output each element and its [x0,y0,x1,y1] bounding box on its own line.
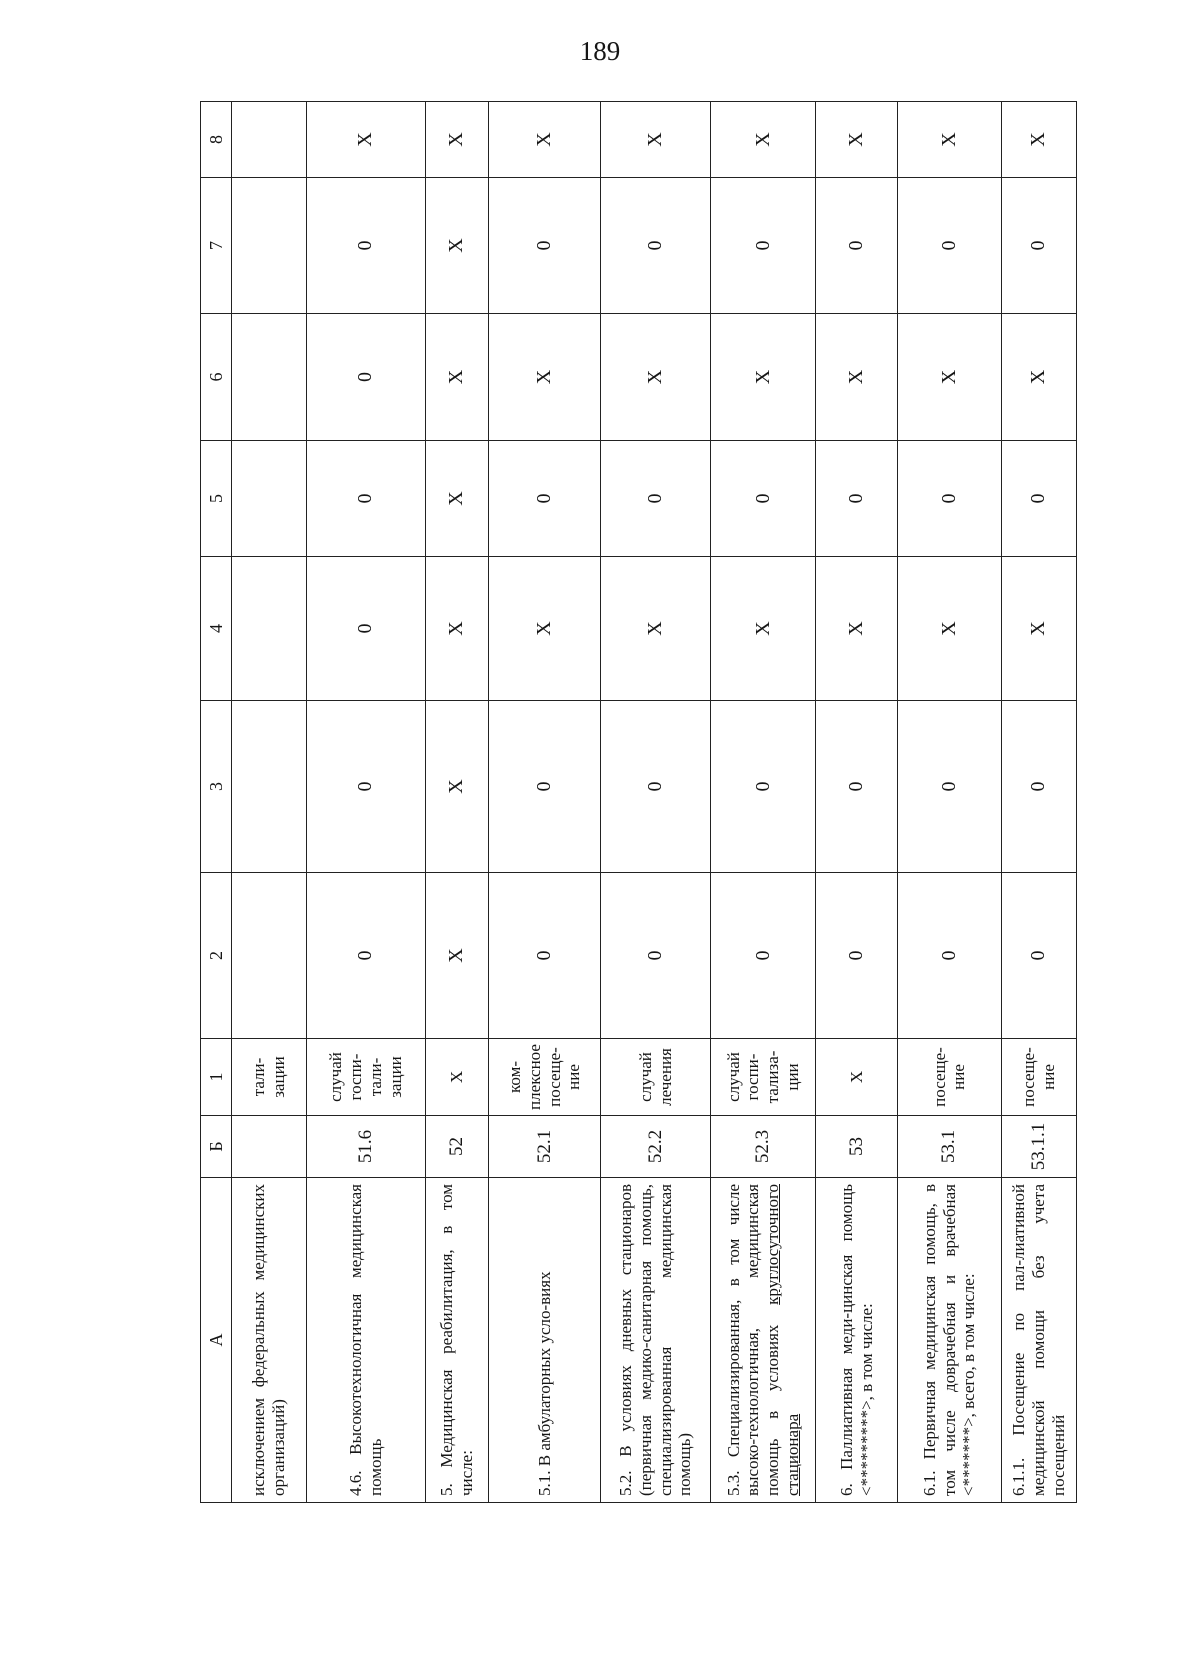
row-description [711,1178,816,1503]
value-cell: X [711,102,816,178]
value-cell: 0 [306,873,425,1039]
value-cell: 0 [489,441,601,557]
column-header: 4 [201,557,232,701]
value-cell: 0 [1001,178,1076,314]
value-cell: X [489,557,601,701]
value-cell: X [711,314,816,441]
value-cell [232,102,307,178]
value-cell: X [816,557,898,701]
row-description [306,1178,425,1503]
value-cell: X [816,314,898,441]
row-description [1001,1178,1076,1503]
value-cell: 0 [897,873,1001,1039]
value-cell: X [425,701,488,873]
value-cell [232,873,307,1039]
column-header: 8 [201,102,232,178]
row-unit: посеще- ние [897,1039,1001,1116]
value-cell: 0 [306,314,425,441]
value-cell: X [425,441,488,557]
row-unit: X [816,1039,898,1116]
row-code: 51.6 [306,1116,425,1178]
column-header: 1 [201,1039,232,1116]
value-cell: 0 [816,178,898,314]
value-cell: 0 [711,441,816,557]
row-unit: X [425,1039,488,1116]
value-cell: 0 [897,178,1001,314]
table-row [232,102,307,1503]
row-description-text: исключением федеральных медицинских организаций) [249,1184,288,1496]
table-row [711,102,816,1503]
table-row [489,102,601,1503]
value-cell [232,178,307,314]
value-cell: X [425,102,488,178]
row-unit: посеще- ние [1001,1039,1076,1116]
value-cell: 0 [1001,873,1076,1039]
value-cell: X [425,873,488,1039]
value-cell: X [1001,314,1076,441]
row-description-text: 5. Медицинская реабилитация, в том числе: [437,1184,476,1496]
row-description [816,1178,898,1503]
value-cell: 0 [306,701,425,873]
value-cell: X [425,314,488,441]
value-cell: X [425,557,488,701]
value-cell: 0 [816,441,898,557]
row-unit: тали- зации [232,1039,307,1116]
value-cell: 0 [711,873,816,1039]
row-code: 52.1 [489,1116,601,1178]
row-code [232,1116,307,1178]
row-description-text: 6.1. Первичная медицинская помощь, в том числе доврачебная и врачебная <*******>, всего, в том числе: [919,1184,979,1496]
row-description-text: 4.6. Высокотехнологичная медицинская помощь [346,1184,385,1496]
value-cell: X [1001,557,1076,701]
value-cell: 0 [897,701,1001,873]
row-description-text: 5.3. Специализированная, в том числе высоко-технологичная, медицинская помощь в условиях [723,1184,783,1496]
table-row [306,102,425,1503]
column-header: 6 [201,314,232,441]
row-description [425,1178,488,1503]
value-cell: 0 [306,441,425,557]
value-cell [232,557,307,701]
row-description [489,1178,601,1503]
table-row [897,102,1001,1503]
value-cell [232,314,307,441]
value-cell: 0 [306,178,425,314]
value-cell: X [425,178,488,314]
row-code: 53.1.1 [1001,1116,1076,1178]
value-cell: 0 [306,557,425,701]
value-cell: 0 [601,701,711,873]
column-header: Б [201,1116,232,1178]
value-cell: X [897,314,1001,441]
value-cell: 0 [816,701,898,873]
value-cell: 0 [601,873,711,1039]
row-description [232,1178,307,1503]
value-cell: X [897,557,1001,701]
table-row [601,102,711,1503]
table-body [232,102,1077,1503]
column-header: 5 [201,441,232,557]
value-cell: 0 [489,873,601,1039]
row-unit: ком- плексное посеще- ние [489,1039,601,1116]
row-description-text: 5.2. В условиях дневных стационаров (первичная медико-санитарная помощь, специализированная медицинская помощь) [616,1184,695,1496]
column-header: 3 [201,701,232,873]
row-description-text: 6.1.1. Посещение по пал-лиативной медицинской помощи без учета посещений [1009,1184,1068,1496]
page-number: 189 [579,36,621,66]
row-description [601,1178,711,1503]
row-code: 53 [816,1116,898,1178]
value-cell: 0 [489,701,601,873]
value-cell: 0 [601,178,711,314]
value-cell: X [489,102,601,178]
row-code: 52.3 [711,1116,816,1178]
table-row [816,102,898,1503]
value-cell [232,441,307,557]
value-cell: X [897,102,1001,178]
value-cell: X [816,102,898,178]
table-row [425,102,488,1503]
row-description-text: 6. Паллиативная меди-цинская помощь <*********>, в том числе: [836,1184,876,1496]
row-unit: случай госпи- тали- зации [306,1039,425,1116]
column-header: 7 [201,178,232,314]
header-row [201,102,232,1503]
value-cell: 0 [489,178,601,314]
value-cell: 0 [601,441,711,557]
row-code: 53.1 [897,1116,1001,1178]
table-row [1001,102,1076,1503]
value-cell: X [306,102,425,178]
column-header: А [201,1178,232,1503]
row-code: 52.2 [601,1116,711,1178]
value-cell: X [711,557,816,701]
row-unit: случай госпи- тализа- ции [711,1039,816,1116]
row-code: 52 [425,1116,488,1178]
row-description-text: 5.1. В амбулаторных усло-виях [534,1271,554,1496]
value-cell: 0 [816,873,898,1039]
row-description-underlined: круглосуточного стационара [763,1183,802,1496]
value-cell: 0 [1001,701,1076,873]
value-cell: 0 [897,441,1001,557]
value-cell: X [601,102,711,178]
value-cell: 0 [711,701,816,873]
value-cell: 0 [711,178,816,314]
row-unit: случай лечения [601,1039,711,1116]
column-header: 2 [201,873,232,1039]
value-cell: X [1001,102,1076,178]
data-table-container [200,102,1077,1503]
row-description [897,1178,1001,1503]
value-cell: X [489,314,601,441]
value-cell [232,701,307,873]
value-cell: 0 [1001,441,1076,557]
value-cell: X [601,557,711,701]
rotated-table-wrapper [200,102,1077,1503]
data-table [200,101,1077,1503]
value-cell: X [601,314,711,441]
